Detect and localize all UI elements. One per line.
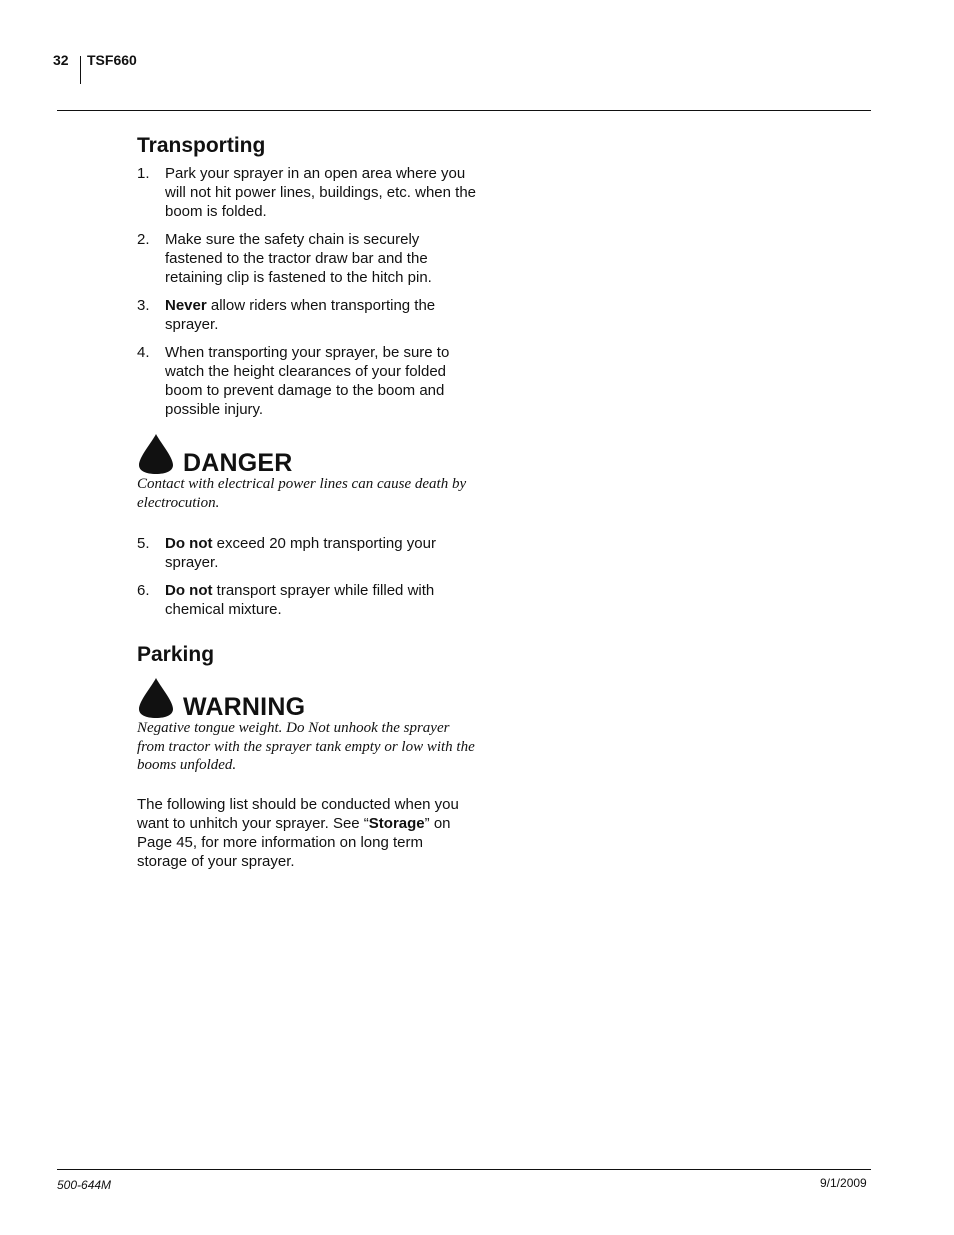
header-separator	[80, 56, 81, 84]
list-item	[137, 296, 477, 334]
step-text: transport sprayer while filled with chemical mixture.	[165, 582, 435, 618]
step-emphasis: Never	[165, 297, 207, 314]
heading-transporting: Transporting	[137, 134, 266, 157]
danger-title: DANGER	[183, 449, 293, 477]
warning-message: Negative tongue weight. Do Not unhook the sprayer from tractor with the sprayer tank empty or low with the booms unfolded.	[137, 720, 475, 773]
warning-title: WARNING	[183, 693, 306, 721]
hazard-drop-icon	[137, 677, 175, 719]
list-item	[137, 581, 477, 619]
step-emphasis: Do not	[165, 582, 213, 599]
step-text: exceed 20 mph transporting your sprayer.	[165, 535, 436, 571]
step-number: 2.	[137, 231, 150, 248]
step-number: 3.	[137, 297, 150, 314]
list-item	[137, 343, 477, 419]
hazard-drop-icon	[137, 433, 175, 475]
list-item	[137, 164, 477, 221]
danger-message: Contact with electrical power lines can cause death by electrocution.	[137, 476, 467, 511]
list-item	[137, 230, 477, 287]
warning-notice	[137, 677, 477, 775]
model-name: TSF660	[87, 52, 137, 68]
step-emphasis: Do not	[165, 535, 213, 552]
step-number: 6.	[137, 582, 150, 599]
step-text: When transporting your sprayer, be sure to watch the height clearances of your folded boom to prevent damage to the boom and possible injury.	[165, 344, 450, 418]
header-rule	[57, 110, 871, 111]
content-column	[137, 132, 477, 871]
heading-parking: Parking	[137, 643, 215, 666]
storage-reference: Storage	[368, 814, 425, 832]
danger-notice	[137, 433, 477, 512]
body-text-part: ” on Page 45, for more information on long term storage of your sprayer.	[137, 814, 451, 870]
step-text: Make sure the safety chain is securely fastened to the tractor draw bar and the retaining clip is fastened to the hitch pin.	[165, 231, 432, 286]
body-text-part: The following list should be conducted when you want to unhitch your sprayer. See “	[137, 795, 459, 832]
transporting-steps-list	[137, 164, 477, 419]
step-number: 5.	[137, 535, 150, 552]
document-date: 9/1/2009	[820, 1176, 867, 1190]
parking-body-text	[137, 795, 477, 871]
step-text: allow riders when transporting the sprayer.	[165, 297, 436, 333]
page-number: 32	[53, 52, 69, 68]
step-text: Park your sprayer in an open area where you will not hit power lines, buildings, etc. when the boom is folded.	[165, 165, 477, 220]
step-number: 1.	[137, 165, 150, 182]
transporting-steps-list-continued	[137, 534, 477, 619]
document-number: 500-644M	[57, 1178, 112, 1192]
step-number: 4.	[137, 344, 150, 361]
list-item	[137, 534, 477, 572]
footer-rule	[57, 1169, 871, 1170]
